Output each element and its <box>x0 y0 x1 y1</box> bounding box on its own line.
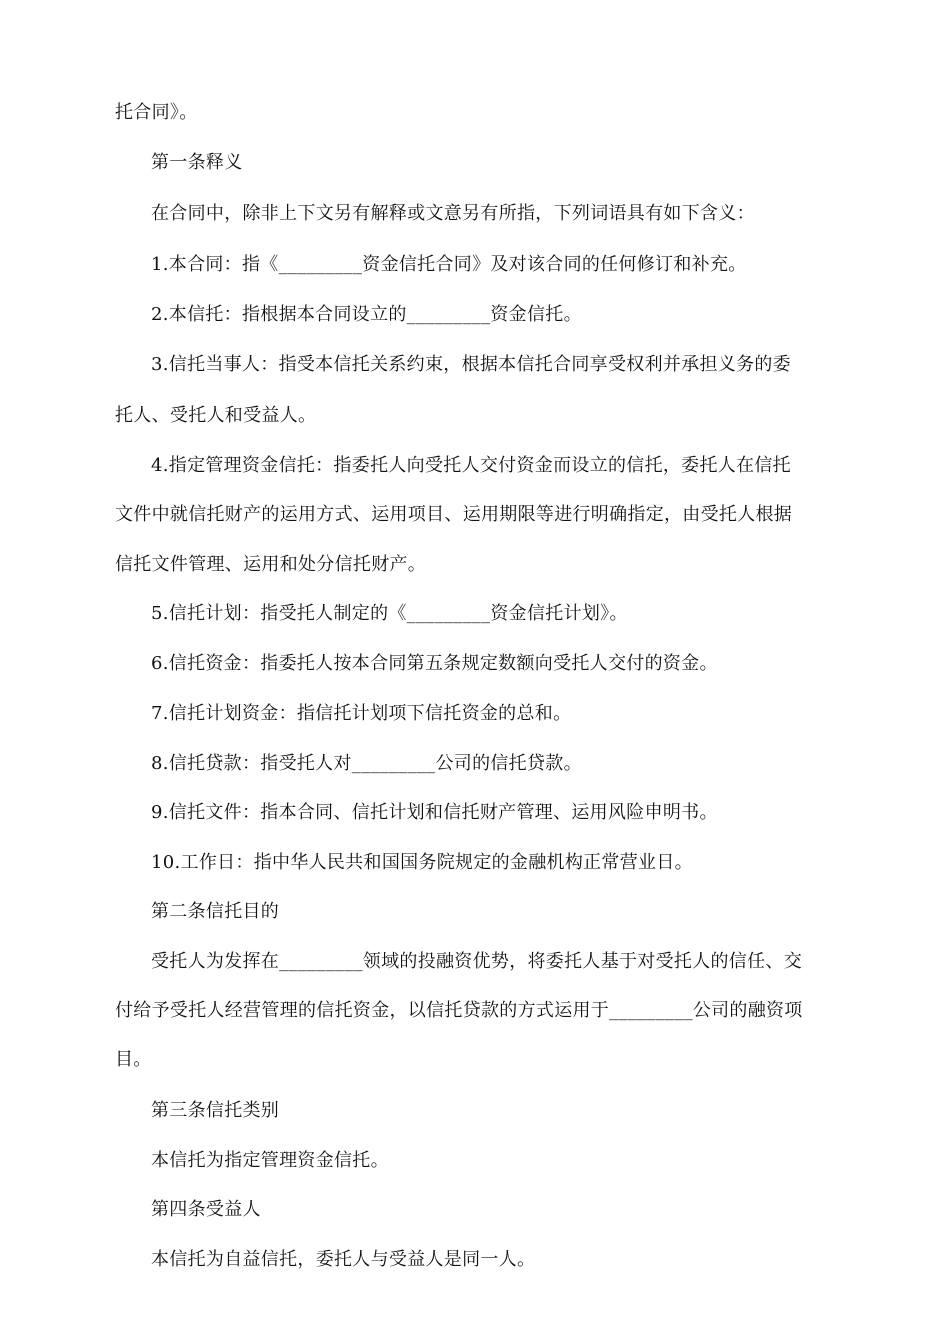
list-item: 2.本信托：指根据本合同设立的_________资金信托。 <box>151 304 582 325</box>
paragraph-line: 托人、受托人和受益人。 <box>115 405 317 426</box>
section-heading: 第一条释义 <box>151 152 243 173</box>
list-item: 4.指定管理资金信托：指委托人向受托人交付资金而设立的信托，委托人在信托 <box>151 455 791 476</box>
paragraph-line: 本信托为自益信托，委托人与受益人是同一人。 <box>151 1249 536 1270</box>
list-item: 7.信托计划资金：指信托计划项下信托资金的总和。 <box>151 703 572 724</box>
paragraph-line: 本信托为指定管理资金信托。 <box>151 1150 389 1171</box>
paragraph-line: 信托文件管理、运用和处分信托财产。 <box>115 554 427 575</box>
paragraph-line: 付给予受托人经营管理的信托资金，以信托贷款的方式运用于_________公司的融资项 <box>115 1000 803 1021</box>
paragraph-line: 文件中就信托财产的运用方式、运用项目、运用期限等进行明确指定，由受托人根据 <box>115 504 793 525</box>
list-item: 9.信托文件：指本合同、信托计划和信托财产管理、运用风险申明书。 <box>151 802 718 823</box>
list-item: 3.信托当事人：指受本信托关系约束，根据本信托合同享受权利并承担义务的委 <box>151 354 791 375</box>
section-heading: 第三条信托类别 <box>151 1100 280 1121</box>
section-heading: 第四条受益人 <box>151 1199 261 1220</box>
list-item: 5.信托计划：指受托人制定的《_________资金信托计划》。 <box>151 603 628 624</box>
section-heading: 第二条信托目的 <box>151 901 280 922</box>
list-item: 6.信托资金：指委托人按本合同第五条规定数额向受托人交付的资金。 <box>151 653 718 674</box>
paragraph-line: 托合同》。 <box>115 102 198 123</box>
list-item: 8.信托贷款：指受托人对_________公司的信托贷款。 <box>151 753 582 774</box>
list-item: 1.本合同：指《_________资金信托合同》及对该合同的任何修订和补充。 <box>151 254 747 275</box>
paragraph-line: 受托人为发挥在_________领域的投融资优势，将委托人基于对受托人的信任、交 <box>151 951 802 972</box>
paragraph-line: 在合同中，除非上下文另有解释或文意另有所指，下列词语具有如下含义： <box>151 203 755 224</box>
list-item: 10.工作日：指中华人民共和国国务院规定的金融机构正常营业日。 <box>151 852 693 873</box>
paragraph-line: 目。 <box>115 1049 152 1070</box>
